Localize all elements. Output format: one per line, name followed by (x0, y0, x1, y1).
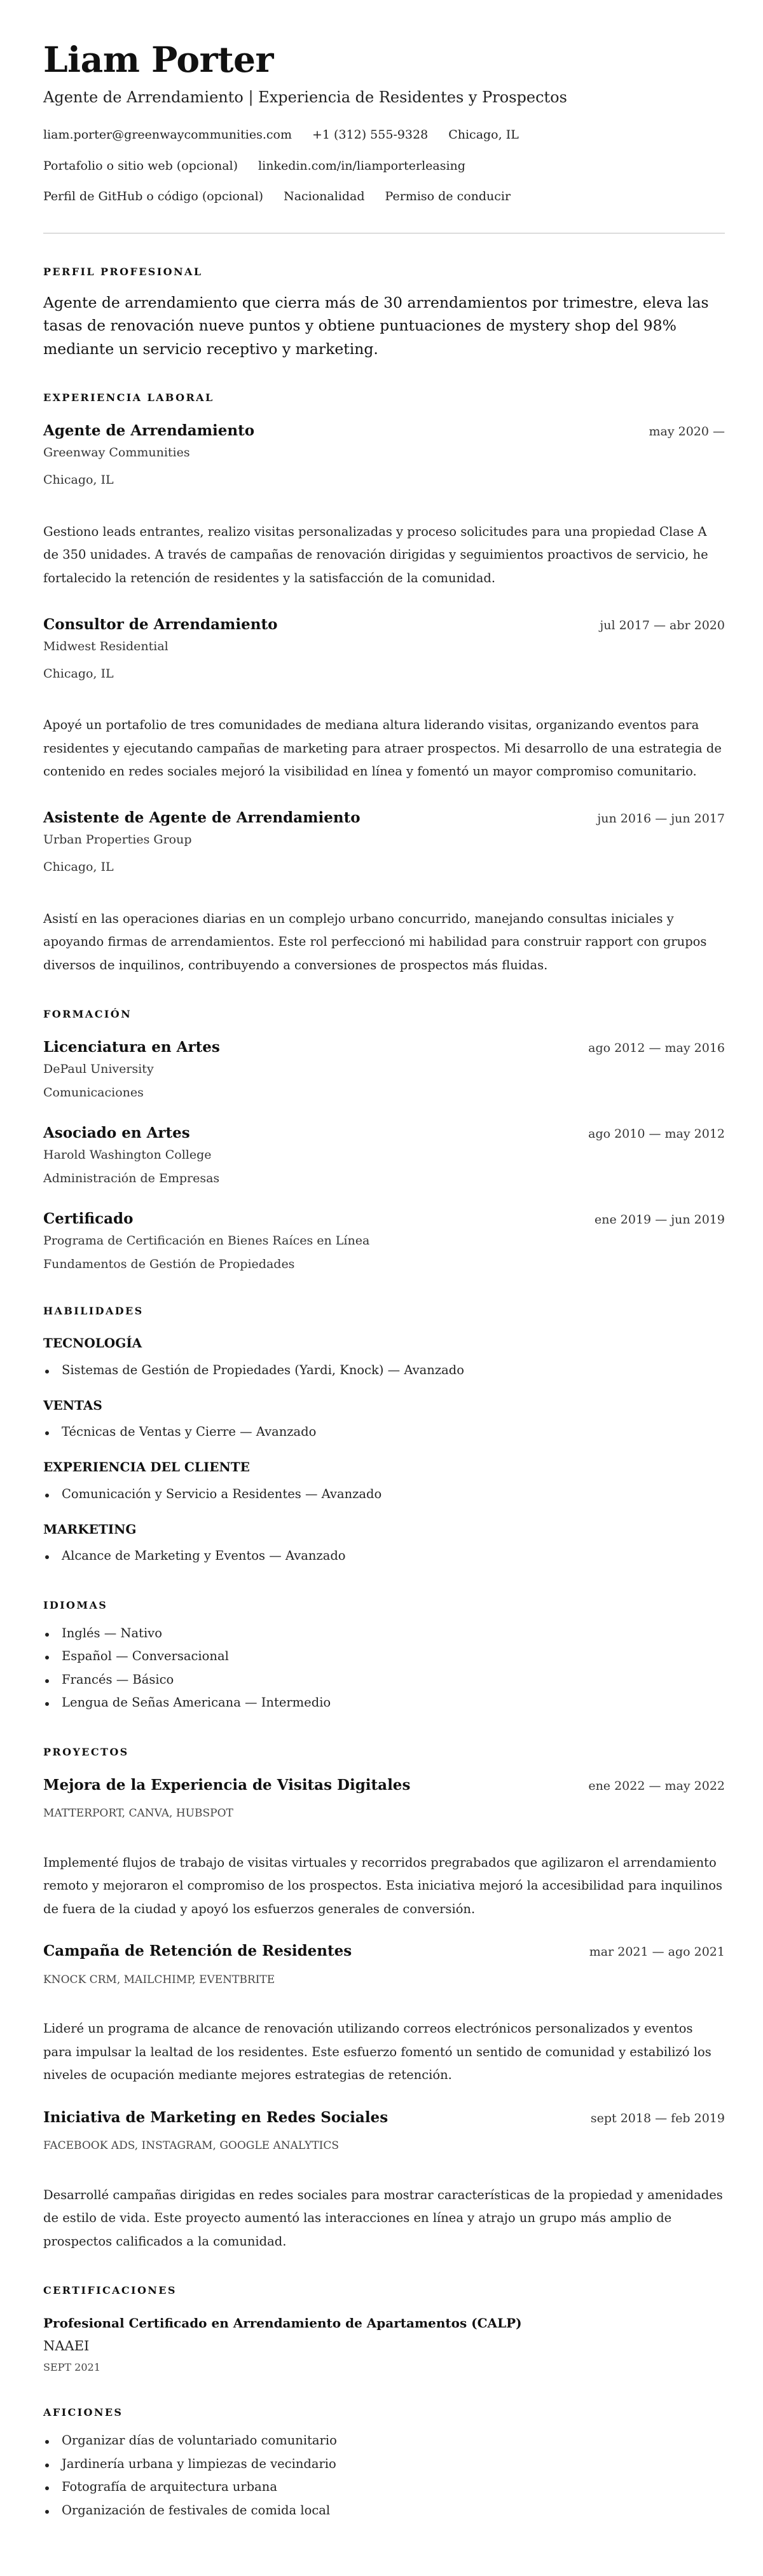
project-title: Iniciativa de Marketing en Redes Sociales (43, 2108, 388, 2126)
education-dates: ago 2010 — may 2012 (588, 1127, 725, 1141)
contact-row (43, 181, 725, 212)
project-header (43, 1775, 725, 1796)
certification-name: Profesional Certificado en Arrendamiento de Apartamentos (CALP) (43, 2315, 522, 2331)
certification-issuer: NAAEI (43, 2338, 90, 2354)
job-title: Asistente de Agente de Arrendamiento (43, 809, 361, 826)
project-entry (43, 1775, 725, 1921)
skill-list (43, 1421, 725, 1444)
job-description: Apoyé un portafolio de tres comunidades de mediana altura liderando visitas, organizando eventos para residentes y ejecutando campañas de marketing para atraer prospectos. Mi desarrollo de una estrategia de contenido en redes sociales mejoró la visibilidad en línea y fomentó un mayor compromiso comunitario. (43, 718, 722, 779)
experience-section (43, 392, 725, 977)
skill-item: Alcance de Marketing y Eventos — Avanzado (43, 1544, 725, 1568)
resume-header (43, 41, 725, 212)
skill-group (43, 1458, 725, 1506)
languages-section (43, 1599, 725, 1715)
job-dates: may 2020 — (649, 425, 725, 439)
project-dates: ene 2022 — may 2022 (588, 1778, 725, 1793)
field-of-study: Administración de Empresas (43, 1171, 220, 1185)
contact-driving-license: Permiso de conducir (385, 189, 511, 203)
project-entry (43, 2108, 725, 2254)
section-heading: FORMACIÓN (43, 1008, 132, 1020)
project-dates: sept 2018 — feb 2019 (590, 2111, 725, 2125)
skill-group (43, 1520, 725, 1568)
job-header (43, 808, 725, 829)
certifications-section (43, 2284, 725, 2375)
project-entry (43, 1941, 725, 2087)
project-description: Lideré un programa de alcance de renovación utilizando correos electrónicos personalizados y eventos para impulsar la lealtad de los residentes. Este esfuerzo fomentó un sentido de comunidad y estabilizó los niveles de ocupación mediante mejores estrategias de retención. (43, 2021, 711, 2082)
field-of-study: Comunicaciones (43, 1086, 144, 1100)
job-company: Midwest Residential (43, 639, 168, 653)
job-company: Greenway Communities (43, 446, 190, 460)
section-heading: CERTIFICACIONES (43, 2284, 177, 2296)
skill-item: Comunicación y Servicio a Residentes — Avanzado (43, 1483, 725, 1506)
skill-group-title: EXPERIENCIA DEL CLIENTE (43, 1459, 250, 1475)
section-heading: HABILIDADES (43, 1305, 144, 1317)
contact-location: Chicago, IL (448, 128, 519, 142)
job-title: Consultor de Arrendamiento (43, 615, 278, 633)
education-dates: ago 2012 — may 2016 (588, 1041, 725, 1055)
job-location: Chicago, IL (43, 666, 114, 681)
candidate-headline: Agente de Arrendamiento | Experiencia de Residentes y Prospectos (43, 88, 567, 106)
candidate-name: Liam Porter (43, 39, 273, 80)
hobby-item: Organización de festivales de comida local (43, 2499, 725, 2523)
section-heading: PERFIL PROFESIONAL (43, 265, 203, 278)
certification-entry (43, 2314, 725, 2375)
language-item: Inglés — Nativo (43, 1622, 725, 1646)
job-dates: jul 2017 — abr 2020 (600, 618, 725, 632)
education-entry (43, 1209, 725, 1274)
project-technologies: KNOCK CRM, MAILCHIMP, EVENTBRITE (43, 1973, 275, 1986)
job-dates: jun 2016 — jun 2017 (597, 812, 725, 826)
project-header (43, 1941, 725, 1962)
project-dates: mar 2021 — ago 2021 (589, 1945, 725, 1959)
project-header (43, 2108, 725, 2129)
skill-group-title: VENTAS (43, 1397, 102, 1413)
hobby-item: Fotografía de arquitectura urbana (43, 2476, 725, 2499)
education-entry (43, 1037, 725, 1102)
skill-group (43, 1334, 725, 1382)
education-header (43, 1037, 725, 1058)
project-title: Campaña de Retención de Residentes (43, 1942, 352, 1959)
header-divider (43, 233, 725, 234)
job-entry (43, 421, 725, 590)
summary-section (43, 266, 725, 361)
contact-nationality: Nacionalidad (284, 189, 365, 203)
contact-info (43, 119, 725, 212)
section-heading: AFICIONES (43, 2406, 123, 2418)
project-title: Mejora de la Experiencia de Visitas Digitales (43, 1776, 411, 1794)
job-entry (43, 615, 725, 784)
job-entry (43, 808, 725, 977)
contact-row (43, 151, 725, 182)
skill-group-title: TECNOLOGÍA (43, 1335, 142, 1351)
skill-item: Técnicas de Ventas y Cierre — Avanzado (43, 1421, 725, 1444)
job-description: Asistí en las operaciones diarias en un complejo urbano concurrido, manejando consultas iniciales y apoyando firmas de arrendamientos. Este rol perfeccionó mi habilidad para construir rapport con grupos diversos de inquilinos, contribuyendo a conversiones de prospectos más fluidas. (43, 911, 707, 972)
job-location: Chicago, IL (43, 860, 114, 874)
school-name: Harold Washington College (43, 1148, 212, 1162)
school-name: Programa de Certificación en Bienes Raíces en Línea (43, 1234, 370, 1248)
certification-date: SEPT 2021 (43, 2361, 100, 2373)
field-of-study: Fundamentos de Gestión de Propiedades (43, 1257, 295, 1271)
skill-group (43, 1396, 725, 1444)
education-header (43, 1209, 725, 1230)
contact-email[interactable]: liam.porter@greenwaycommunities.com (43, 128, 292, 142)
degree-title: Licenciatura en Artes (43, 1039, 220, 1056)
education-header (43, 1123, 725, 1144)
section-heading: IDIOMAS (43, 1598, 108, 1611)
contact-github[interactable]: Perfil de GitHub o código (opcional) (43, 189, 264, 203)
job-header (43, 615, 725, 636)
education-section (43, 1008, 725, 1274)
skill-list (43, 1544, 725, 1568)
skill-list (43, 1483, 725, 1506)
skill-group-title: MARKETING (43, 1521, 137, 1537)
projects-section (43, 1746, 725, 2254)
job-title: Agente de Arrendamiento (43, 422, 255, 439)
language-item: Español — Conversacional (43, 1645, 725, 1668)
job-company: Urban Properties Group (43, 833, 192, 847)
project-description: Desarrollé campañas dirigidas en redes sociales para mostrar características de la propiedad y amenidades de estilo de vida. Este proyecto aumentó las interacciones en línea y atrajo un grupo más amplio de prospectos calificados a la comunidad. (43, 2187, 723, 2249)
project-technologies: MATTERPORT, CANVA, HUBSPOT (43, 1807, 233, 1820)
contact-row (43, 119, 725, 151)
skill-list (43, 1359, 725, 1382)
school-name: DePaul University (43, 1062, 154, 1076)
job-header (43, 421, 725, 442)
hobby-item: Organizar días de voluntariado comunitario (43, 2429, 725, 2453)
hobby-item: Jardinería urbana y limpiezas de vecindario (43, 2453, 725, 2476)
education-dates: ene 2019 — jun 2019 (595, 1213, 725, 1227)
section-heading: PROYECTOS (43, 1745, 129, 1758)
language-item: Lengua de Señas Americana — Intermedio (43, 1691, 725, 1715)
contact-phone[interactable]: +1 (312) 555-9328 (312, 128, 429, 142)
contact-portfolio[interactable]: Portafolio o sitio web (opcional) (43, 158, 238, 173)
degree-title: Certificado (43, 1210, 134, 1227)
language-item: Francés — Básico (43, 1668, 725, 1692)
hobbies-section (43, 2406, 725, 2522)
contact-linkedin[interactable]: linkedin.com/in/liamporterleasing (258, 158, 465, 173)
job-description: Gestiono leads entrantes, realizo visitas personalizadas y proceso solicitudes para una propiedad Clase A de 350 unidades. A través de campañas de renovación dirigidas y seguimientos proactivos de servicio, he fortalecido la retención de residentes y la satisfacción de la comunidad. (43, 524, 708, 585)
project-technologies: FACEBOOK ADS, INSTAGRAM, GOOGLE ANALYTICS (43, 2139, 340, 2152)
section-heading: EXPERIENCIA LABORAL (43, 392, 214, 404)
job-location: Chicago, IL (43, 473, 114, 487)
skills-section (43, 1305, 725, 1568)
project-description: Implementé flujos de trabajo de visitas virtuales y recorridos pregrabados que agilizaron el arrendamiento remoto y mejoraron el compromiso de los prospectos. Esta iniciativa mejoró la accesibilidad para inquilinos de fuera de la ciudad y apoyó los esfuerzos generales de conversión. (43, 1855, 722, 1916)
skill-item: Sistemas de Gestión de Propiedades (Yardi, Knock) — Avanzado (43, 1359, 725, 1382)
summary-text: Agente de arrendamiento que cierra más de 30 arrendamientos por trimestre, eleva las tasas de renovación nueve puntos y obtiene puntuaciones de mystery shop del 98% mediante un servicio receptivo y marketing. (43, 293, 709, 358)
education-entry (43, 1123, 725, 1188)
degree-title: Asociado en Artes (43, 1124, 190, 1141)
